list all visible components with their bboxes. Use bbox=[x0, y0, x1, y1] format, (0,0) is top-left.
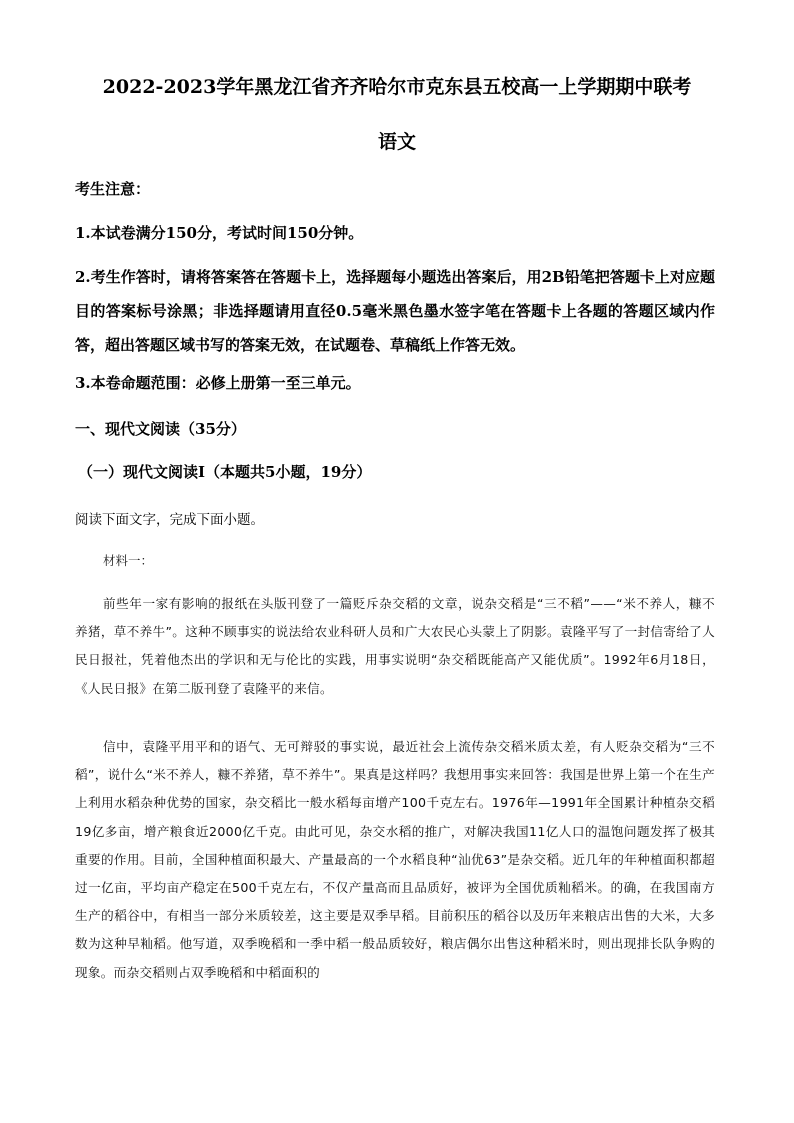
exam-title: 2022-2023学年黑龙江省齐齐哈尔市克东县五校高一上学期期中联考 bbox=[102, 76, 692, 98]
material-paragraph-1: 前些年一家有影响的报纸在头版刊登了一篇贬斥杂交稻的文章，说杂交稻是“三不稻”——“米不养人，糠不养猪，草不养牛”。这种不顾事实的说法给农业科研人员和广大农民心头蒙上了阴影。袁隆平写了一封信寄给了人民日报社，凭着他杰出的学识和无与伦比的实践，用事实说明“杂交稻既能高产又能优质”。1992年6月18日，《人民日报》在第二版刊登了袁隆平的来信。 bbox=[75, 596, 715, 696]
notice-item-3: 3.本卷命题范围：必修上册第一至三单元。 bbox=[75, 374, 361, 392]
reading-instruction: 阅读下面文字，完成下面小题。 bbox=[75, 512, 264, 528]
material-paragraph-2: 信中，袁隆平用平和的语气、无可辩驳的事实说，最近社会上流传杂交稻米质太差，有人贬杂交稻为“三不稻”，说什么“米不养人，糠不养猪，草不养牛”。果真是这样吗？我想用事实来回答：我国是世界上第一个在生产上利用水稻杂种优势的国家，杂交稻比一般水稻每亩增产100千克左右。1976年—1991年全国累计种植杂交稻19亿多亩，增产粮食近2000亿千克。由此可见，杂交水稻的推广，对解决我国11亿人口的温饱问题发挥了极其重要的作用。目前，全国种植面积最大、产量最高的一个水稻良种“汕优63”是杂交稻。近几年的年种植面积都超过一亿亩，平均亩产稳定在500千克左右，不仅产量高而且品质好，被评为全国优质籼稻米。的确，在我国南方生产的稻谷中，有相当一部分米质较差，这主要是双季早稻。目前积压的稻谷以及历年来粮店出售的大米，大多数为这种早籼稻。他写道，双季晚稻和一季中稻一般品质较好，粮店偶尔出售这种稻米时，则出现排长队争购的现象。而杂交稻则占双季晚稻和中稻面积的 bbox=[75, 739, 715, 980]
notice-item-2: 2.考生作答时，请将答案答在答题卡上，选择题每小题选出答案后，用2B铅笔把答题卡上对应题目的答案标号涂黑；非选择题请用直径0.5毫米黑色墨水签字笔在答题卡上各题的答题区域内作答，超出答题区域书写的答案无效，在试题卷、草稿纸上作答无效。 bbox=[75, 268, 715, 354]
notice-item-1: 1.本试卷满分150分，考试时间150分钟。 bbox=[75, 224, 364, 242]
section-heading: 一、现代文阅读（35分） bbox=[75, 420, 246, 438]
subsection-heading: （一）现代文阅读Ⅰ（本题共5小题，19分） bbox=[78, 463, 372, 481]
exam-subject: 语文 bbox=[377, 131, 416, 153]
notice-heading: 考生注意： bbox=[75, 180, 151, 198]
material-label: 材料一： bbox=[103, 553, 154, 568]
